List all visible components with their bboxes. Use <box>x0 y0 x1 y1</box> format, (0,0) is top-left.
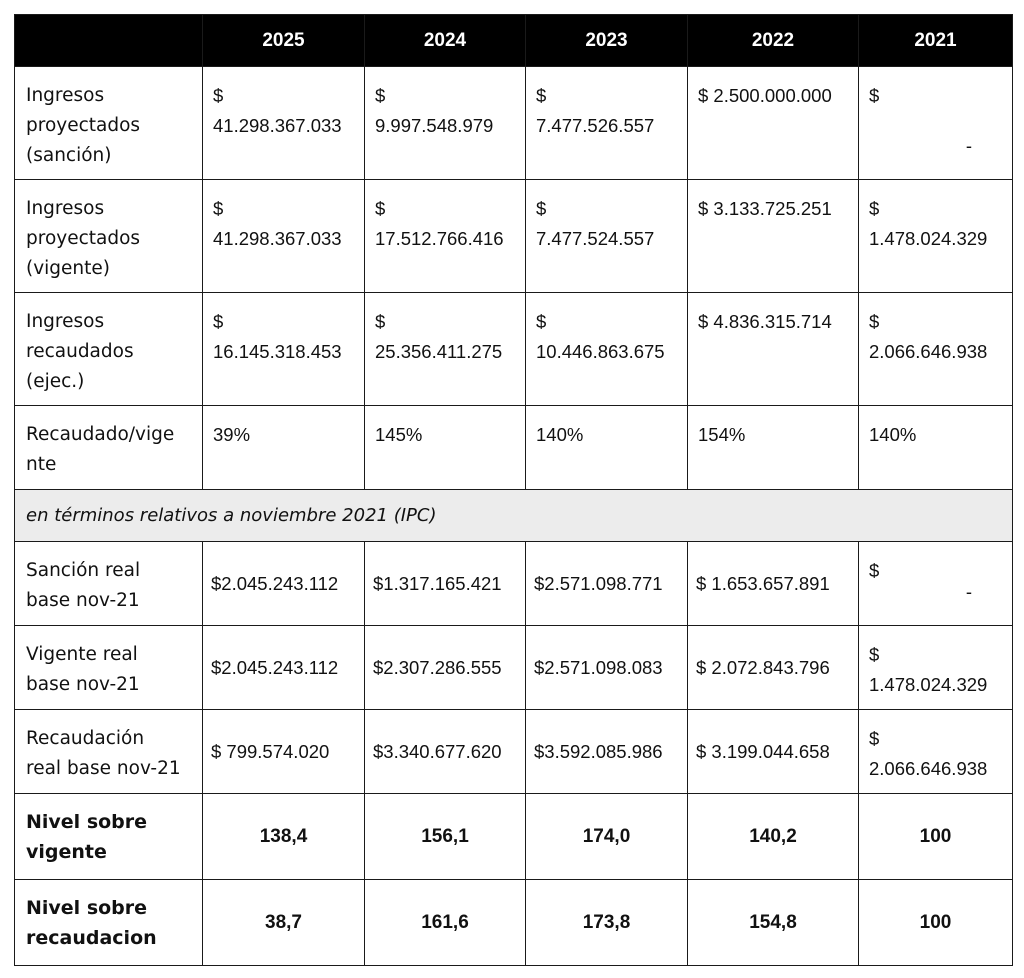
budget-table <box>14 14 1013 966</box>
value-cell <box>365 180 526 293</box>
level-value-cell: 100 <box>859 880 1013 966</box>
amount: 2.066.646.938 <box>869 341 988 362</box>
level-value-cell: 138,4 <box>203 794 365 880</box>
label-line: proyectados <box>26 228 141 249</box>
percent-value: 140% <box>536 424 584 445</box>
label-line: Ingresos <box>26 311 105 332</box>
percent-value: 154% <box>698 424 746 445</box>
label-line: (ejec.) <box>26 371 85 392</box>
row-ingresos-vigente <box>15 180 1013 293</box>
real-value-cell: $3.340.677.620 <box>365 710 526 794</box>
amount: 25.356.411.275 <box>375 341 503 362</box>
real-value-cell: $2.045.243.112 <box>203 542 365 626</box>
value-cell <box>365 67 526 180</box>
real-value-cell: $ 2.072.843.796 <box>688 626 859 710</box>
header-empty-cell <box>15 15 203 67</box>
label-line: recaudacion <box>26 926 157 949</box>
currency-symbol: $ <box>869 728 880 749</box>
row-vigente-real <box>15 626 1013 710</box>
currency-symbol: $ <box>869 560 880 581</box>
label-line: Ingresos <box>26 85 105 106</box>
value-cell <box>859 67 1013 180</box>
currency-symbol: $ <box>536 198 547 219</box>
row-label <box>15 710 203 794</box>
currency-symbol: $ <box>536 85 547 106</box>
label-line: recaudados <box>26 341 134 362</box>
currency-symbol: $ <box>375 311 386 332</box>
percent-value: 145% <box>375 424 423 445</box>
row-ingresos-recaudados <box>15 293 1013 406</box>
label-line: Nivel sobre <box>26 896 148 919</box>
real-value-cell: $3.592.085.986 <box>526 710 688 794</box>
percent-cell <box>203 406 365 490</box>
label-line: Recaudado/vige <box>26 424 175 445</box>
row-label <box>15 293 203 406</box>
dash-value: - <box>965 581 972 602</box>
row-nivel-vigente <box>15 794 1013 880</box>
percent-cell <box>365 406 526 490</box>
value-cell <box>203 293 365 406</box>
label-line: (sanción) <box>26 145 112 166</box>
label-line: Ingresos <box>26 198 105 219</box>
label-line: vigente <box>26 840 107 863</box>
amount: 17.512.766.416 <box>375 228 504 249</box>
section-note: en términos relativos a noviembre 2021 (IPC) <box>15 490 1013 542</box>
level-value-cell: 100 <box>859 794 1013 880</box>
row-recaudacion-real <box>15 710 1013 794</box>
level-value-cell: 174,0 <box>526 794 688 880</box>
currency-symbol: $ <box>213 85 224 106</box>
value-cell <box>688 67 859 180</box>
value-cell <box>203 180 365 293</box>
value-cell <box>526 293 688 406</box>
currency-symbol: $ <box>213 198 224 219</box>
value-cell <box>526 67 688 180</box>
value-cell <box>365 293 526 406</box>
section-note-row <box>15 490 1013 542</box>
real-value-cell: $2.571.098.771 <box>526 542 688 626</box>
row-sancion-real <box>15 542 1013 626</box>
real-value-cell: $2.571.098.083 <box>526 626 688 710</box>
percent-cell <box>688 406 859 490</box>
level-value-cell: 154,8 <box>688 880 859 966</box>
label-line: real base nov-21 <box>26 758 181 779</box>
label-line: (vigente) <box>26 258 111 279</box>
currency-symbol: $ <box>869 198 880 219</box>
row-label <box>15 542 203 626</box>
amount: 7.477.526.557 <box>536 115 655 136</box>
label-line: nte <box>26 454 57 475</box>
value-cell <box>688 180 859 293</box>
label-line: Sanción real <box>26 560 141 581</box>
row-nivel-recaudacion <box>15 880 1013 966</box>
row-recaudado-vigente <box>15 406 1013 490</box>
year-header: 2022 <box>688 15 859 67</box>
currency-symbol: $ <box>213 311 224 332</box>
amount: 41.298.367.033 <box>213 115 342 136</box>
amount: 1.478.024.329 <box>869 228 988 249</box>
amount: 41.298.367.033 <box>213 228 342 249</box>
amount: 7.477.524.557 <box>536 228 655 249</box>
real-value-cell: $1.317.165.421 <box>365 542 526 626</box>
real-value-cell: $2.307.286.555 <box>365 626 526 710</box>
real-value-cell: $2.045.243.112 <box>203 626 365 710</box>
percent-cell <box>859 406 1013 490</box>
label-line: Vigente real <box>26 644 138 665</box>
label-line: proyectados <box>26 115 141 136</box>
row-label <box>15 880 203 966</box>
year-header: 2021 <box>859 15 1013 67</box>
value-cell <box>203 67 365 180</box>
year-header: 2025 <box>203 15 365 67</box>
amount: 2.066.646.938 <box>869 758 988 779</box>
real-value-cell: $ 1.653.657.891 <box>688 542 859 626</box>
row-ingresos-sancion <box>15 67 1013 180</box>
amount: $ 3.133.725.251 <box>698 198 832 219</box>
value-cell <box>526 180 688 293</box>
row-label <box>15 67 203 180</box>
amount: 9.997.548.979 <box>375 115 494 136</box>
value-cell <box>859 180 1013 293</box>
real-value-cell: $ 799.574.020 <box>203 710 365 794</box>
value-cell <box>859 626 1013 710</box>
currency-symbol: $ <box>375 85 386 106</box>
amount: 10.446.863.675 <box>536 341 665 362</box>
value-cell <box>859 293 1013 406</box>
year-header: 2023 <box>526 15 688 67</box>
percent-value: 39% <box>213 424 251 445</box>
amount: $ 4.836.315.714 <box>698 311 832 332</box>
currency-symbol: $ <box>375 198 386 219</box>
level-value-cell: 161,6 <box>365 880 526 966</box>
label-line: Nivel sobre <box>26 810 148 833</box>
year-header: 2024 <box>365 15 526 67</box>
row-label <box>15 794 203 880</box>
currency-symbol: $ <box>869 644 880 665</box>
level-value-cell: 38,7 <box>203 880 365 966</box>
real-value-cell: $ 3.199.044.658 <box>688 710 859 794</box>
row-label <box>15 626 203 710</box>
header-row <box>15 15 1013 67</box>
value-cell <box>859 710 1013 794</box>
amount: $ 2.500.000.000 <box>698 85 832 106</box>
level-value-cell: 173,8 <box>526 880 688 966</box>
budget-table-container <box>14 14 1013 966</box>
currency-symbol: $ <box>869 311 880 332</box>
currency-symbol: $ <box>536 311 547 332</box>
label-line: Recaudación <box>26 728 145 749</box>
value-cell <box>688 293 859 406</box>
percent-cell <box>526 406 688 490</box>
amount: 1.478.024.329 <box>869 674 988 695</box>
level-value-cell: 140,2 <box>688 794 859 880</box>
label-line: base nov-21 <box>26 674 140 695</box>
label-line: base nov-21 <box>26 590 140 611</box>
row-label <box>15 180 203 293</box>
currency-symbol: $ <box>869 85 880 106</box>
row-label <box>15 406 203 490</box>
percent-value: 140% <box>869 424 917 445</box>
dash-value: - <box>965 135 972 156</box>
level-value-cell: 156,1 <box>365 794 526 880</box>
value-cell <box>859 542 1013 626</box>
amount: 16.145.318.453 <box>213 341 342 362</box>
